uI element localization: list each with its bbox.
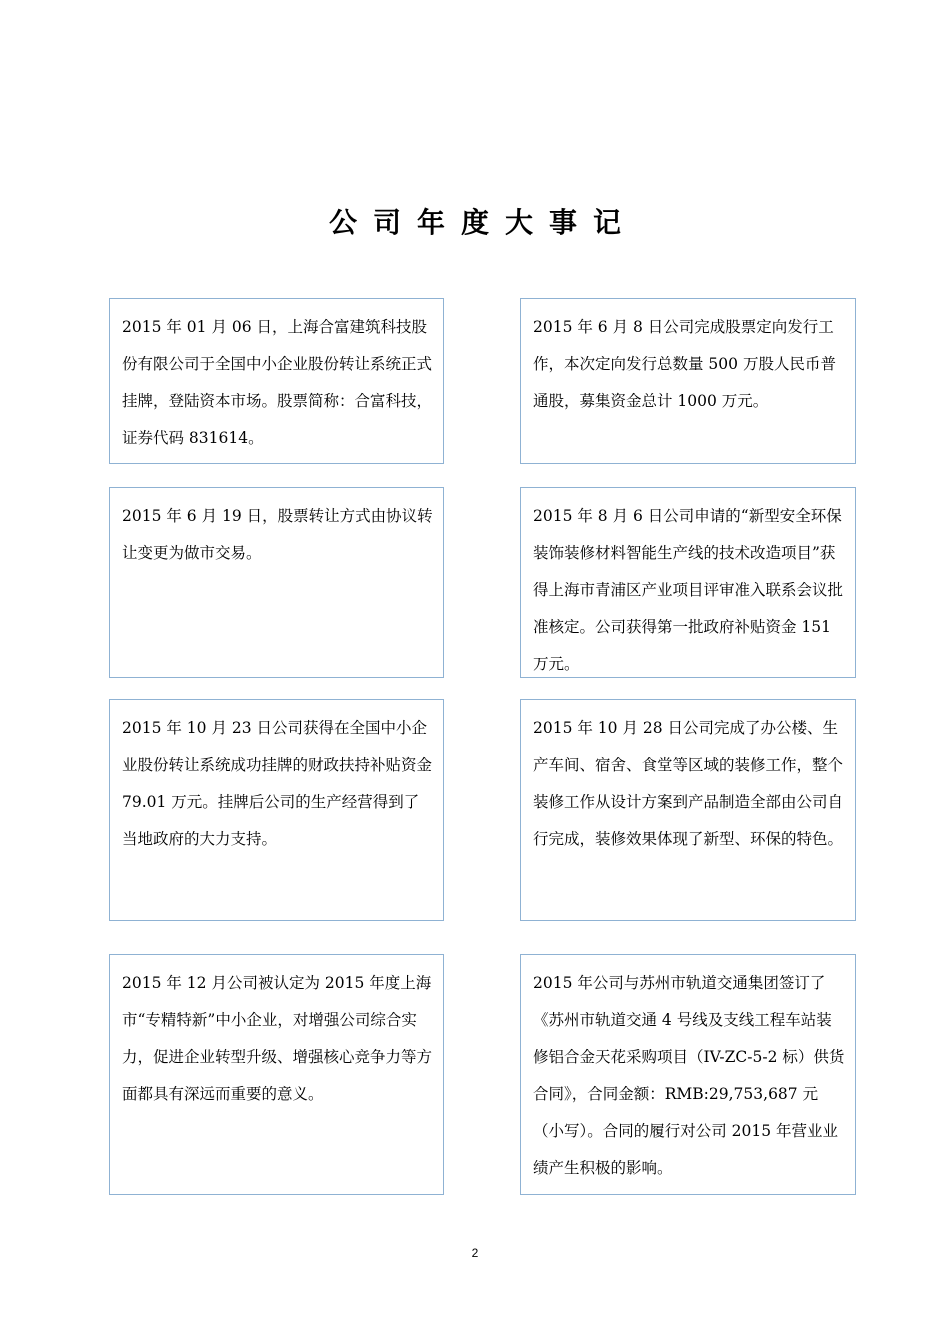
event-text: 2015 年公司与苏州市轨道交通集团签订了《苏州市轨道交通 4 号线及支线工程车站装修铝合金天花采购项目（IV-ZC-5-2 标）供货合同》，合同金额：RMB:29,753,687 元（小写）。合同的履行对公司 2015 年营业业绩产生积极的影响。 — [533, 974, 845, 1177]
page-number: 2 — [471, 1246, 479, 1260]
event-text: 2015 年 01 月 06 日，上海合富建筑科技股份有限公司于全国中小企业股份转让系统正式挂牌，登陆资本市场。股票简称：合富科技，证券代码 831614。 — [122, 318, 433, 447]
event-box — [520, 699, 856, 921]
event-box — [109, 298, 444, 464]
event-box — [109, 699, 444, 921]
event-box — [520, 298, 856, 464]
event-box — [520, 487, 856, 678]
event-text: 2015 年 10 月 28 日公司完成了办公楼、生产车间、宿舍、食堂等区域的装修工作，整个装修工作从设计方案到产品制造全部由公司自行完成，装修效果体现了新型、环保的特色。 — [533, 719, 844, 848]
page-title: 公司年度大事记 — [328, 206, 637, 239]
event-box — [520, 954, 856, 1195]
event-box — [109, 487, 444, 678]
event-text: 2015 年 6 月 19 日，股票转让方式由协议转让变更为做市交易。 — [122, 507, 433, 562]
event-box — [109, 954, 444, 1195]
event-text: 2015 年 12 月公司被认定为 2015 年度上海市“专精特新”中小企业，对增强公司综合实力，促进企业转型升级、增强核心竞争力等方面都具有深远而重要的意义。 — [122, 974, 433, 1103]
event-text: 2015 年 6 月 8 日公司完成股票定向发行工作，本次定向发行总数量 500 万股人民币普通股，募集资金总计 1000 万元。 — [533, 318, 836, 410]
event-text: 2015 年 10 月 23 日公司获得在全国中小企业股份转让系统成功挂牌的财政扶持补贴资金 79.01 万元。挂牌后公司的生产经营得到了当地政府的大力支持。 — [122, 719, 433, 848]
event-text: 2015 年 8 月 6 日公司申请的“新型安全环保装饰装修材料智能生产线的技术改造项目”获得上海市青浦区产业项目评审准入联系会议批准核定。公司获得第一批政府补贴资金 151 万元。 — [533, 507, 844, 673]
